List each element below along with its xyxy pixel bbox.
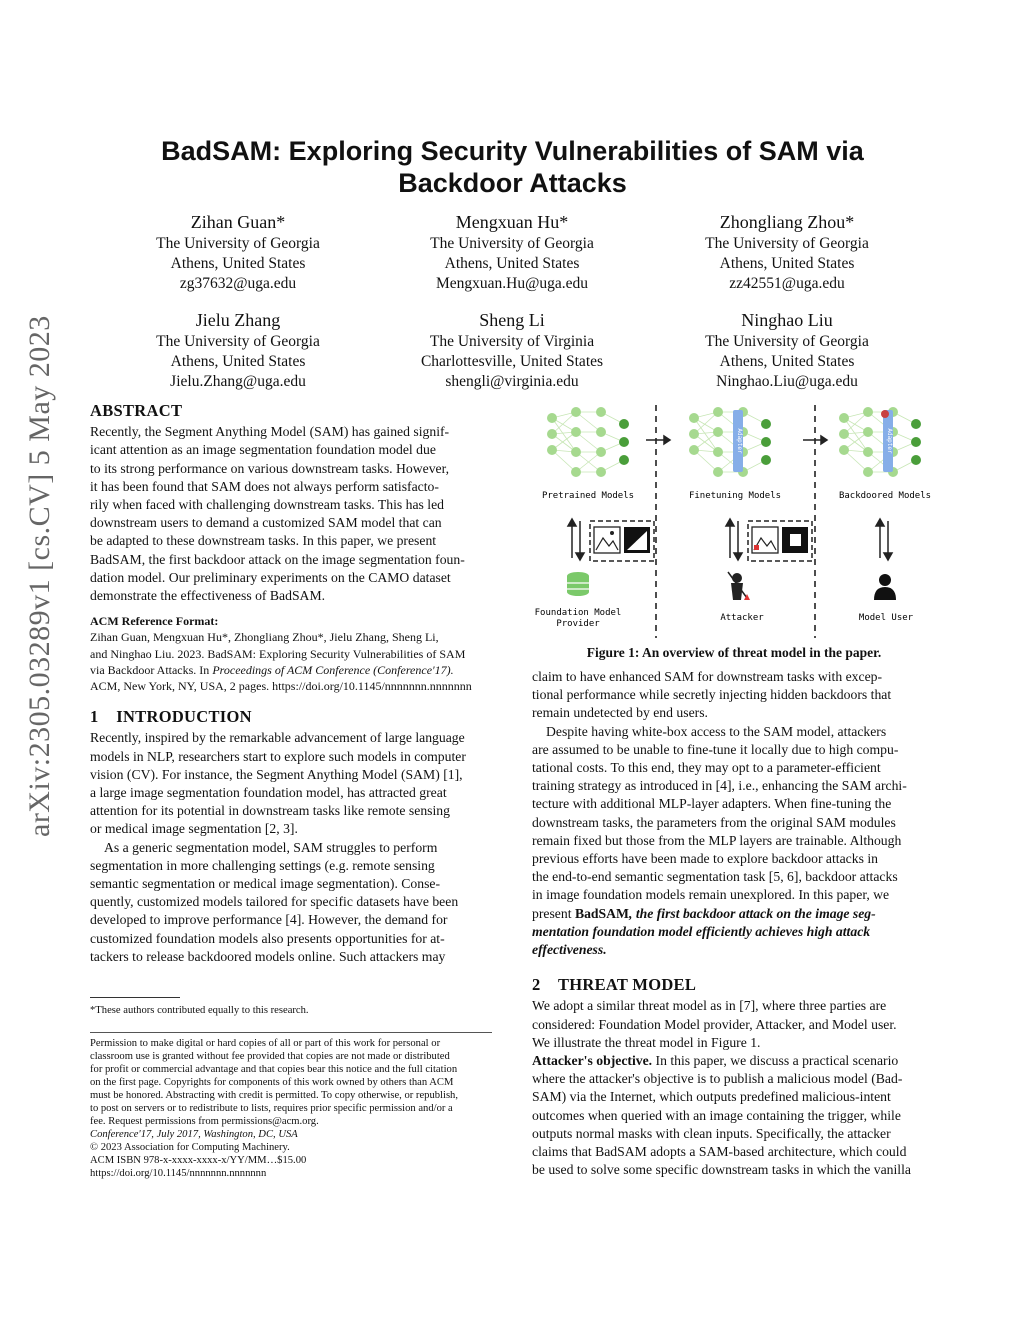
author-email[interactable]: Ninghao.Liu@uga.edu <box>716 373 858 390</box>
conference-line: Conference'17, July 2017, Washington, DC, USA <box>90 1129 298 1140</box>
body-line: Despite having white-box access to the SAM model, attackers <box>546 723 887 739</box>
intro-line: customized foundation models also presents opportunities for at- <box>90 930 445 946</box>
permission-line: Permission to make digital or hard copies of all or part of this work for personal or <box>90 1038 441 1049</box>
intro-line: quently, customized models tailored for specific datasets have been <box>90 894 459 910</box>
body-line: are assumed to be unable to fine-tune it locally due to high compu- <box>532 741 899 757</box>
body-text: In this paper, we discuss a practical scenario <box>652 1053 899 1069</box>
permission-line: for profit or commercial advantage and that copies bear this notice and the full citation <box>90 1064 458 1075</box>
intro-line: tackers to release backdoored models online. Such attackers may <box>90 948 446 964</box>
body-line: be used to solve some specific downstream tasks in which the vanilla <box>532 1162 911 1178</box>
adapter-label: Adapter <box>886 428 893 454</box>
finetuning-network-icon <box>689 407 771 477</box>
copyright-line: © 2023 Association for Computing Machinery. <box>90 1142 290 1153</box>
attacker-objective-paragraph <box>532 1052 935 1179</box>
author-block <box>108 210 368 294</box>
backdoor-bug-icon <box>881 410 889 418</box>
intro-heading: 1 INTRODUCTION <box>90 707 252 727</box>
image-icon <box>594 527 620 553</box>
right-paragraph-2 <box>532 723 935 960</box>
footnote: *These authors contributed equally to this research. <box>90 1005 309 1016</box>
label-model-user: Model User <box>858 613 914 623</box>
intro-line: models in NLP, researchers start to explore such models in computer <box>90 748 466 764</box>
acm-ref-venue: Proceedings of ACM Conference (Conference'17). <box>212 662 454 677</box>
abstract-text <box>90 423 492 605</box>
intro-line: semantic segmentation or medical image segmentation). Conse- <box>90 876 441 892</box>
figure-caption: Figure 1: An overview of threat model in the paper. <box>586 645 882 660</box>
author-affiliation: The University of Georgia <box>156 235 320 252</box>
intro-line: segmentation in more challenging settings (e.g. remote sensing <box>90 857 435 873</box>
author-affiliation: The University of Georgia <box>156 333 320 350</box>
body-line: SAM) via the Internet, which outputs predefined malicious-intent <box>532 1089 891 1105</box>
body-line: downstream tasks, the parameters from the original SAM modules <box>532 814 896 830</box>
intro-line: Recently, inspired by the remarkable advancement of large language <box>90 730 465 746</box>
adapter-label: Adapter <box>736 428 743 454</box>
doi-line[interactable]: https://doi.org/10.1145/nnnnnnn.nnnnnnn <box>90 1168 267 1179</box>
acm-ref-text: via Backdoor Attacks. In <box>90 662 213 677</box>
acm-ref-line: Zihan Guan, Mengxuan Hu*, Zhongliang Zhou*, Jielu Zhang, Sheng Li, <box>90 630 439 645</box>
title-line-2: Backdoor Attacks <box>398 168 627 198</box>
body-line: tional performance while secretly injecting hidden backdoors that <box>532 687 892 703</box>
intro-line: vision (CV). For instance, the Segment Anything Model (SAM) [1], <box>90 766 463 782</box>
arxiv-side-label: arXiv:2305.03289v1 [cs.CV] 5 May 2023 <box>23 315 56 837</box>
threat-model-heading: 2 THREAT MODEL <box>532 975 697 995</box>
author-email[interactable]: shengli@virginia.edu <box>445 373 579 390</box>
abstract-line: it has been found that SAM does not always perform satisfacto- <box>90 478 439 494</box>
body-line: remain undetected by end users. <box>532 705 708 721</box>
author-block <box>108 308 368 392</box>
permission-block <box>90 1037 492 1180</box>
author-name: Zhongliang Zhou* <box>719 212 855 232</box>
author-affiliation: The University of Georgia <box>705 235 869 252</box>
abstract-heading: ABSTRACT <box>90 401 183 420</box>
body-line: We adopt a similar threat model as in [7], where three parties are <box>532 998 887 1014</box>
contribution-text: mentation foundation model efficiently achieves high attack <box>532 923 871 939</box>
abstract-line: to its strong performance on various downstream tasks. However, <box>90 460 450 476</box>
author-name: Sheng Li <box>479 310 545 330</box>
author-location: Athens, United States <box>719 353 855 370</box>
body-line: We illustrate the threat model in Figure 1. <box>532 1034 761 1050</box>
backdoored-network-icon <box>839 407 921 477</box>
author-location: Athens, United States <box>170 353 306 370</box>
right-paragraph-1 <box>532 668 935 723</box>
author-affiliation: The University of Georgia <box>705 333 869 350</box>
author-block <box>382 308 642 392</box>
body-line: tational costs. To this end, they may opt to a parameter-efficient <box>532 760 881 776</box>
left-column <box>90 402 492 966</box>
author-name: Zihan Guan* <box>190 212 286 232</box>
body-line: training strategy as introduced in [4], i.e., enhancing the SAM archi- <box>532 778 907 794</box>
permission-line: classroom use is granted without fee provided that copies are not made or distributed <box>90 1051 450 1062</box>
author-location: Athens, United States <box>170 255 306 272</box>
abstract-line: BadSAM, the first backdoor attack on the image segmentation foun- <box>90 551 465 567</box>
paper-title <box>90 135 935 199</box>
author-affiliation: The University of Virginia <box>429 333 595 350</box>
body-line: the end-to-end semantic segmentation task [5, 6], backdoor attacks <box>532 869 898 885</box>
label-attacker: Attacker <box>720 613 764 623</box>
badsam-name: BadSAM <box>574 905 629 921</box>
body-line: where the attacker's objective is to publish a malicious model (Bad- <box>532 1071 903 1087</box>
abstract-line: Recently, the Segment Anything Model (SAM) has gained signif- <box>90 424 450 440</box>
intro-paragraph-1 <box>90 729 492 838</box>
label-provider-1: Foundation Model <box>534 608 622 618</box>
label-backdoored: Backdoored Models <box>838 491 932 501</box>
author-email[interactable]: Mengxuan.Hu@uga.edu <box>435 275 589 292</box>
user-icon <box>874 574 896 600</box>
abstract-line: rily when faced with challenging downstream tasks. This has led <box>90 497 445 513</box>
permission-line: on the first page. Copyrights for components of this work owned by others than ACM <box>90 1077 454 1088</box>
intro-line: developed to improve performance [4]. However, the demand for <box>90 912 448 928</box>
body-line <box>532 905 935 923</box>
permission-rule <box>90 1032 492 1033</box>
acm-ref-heading: ACM Reference Format: <box>90 614 219 629</box>
abstract-line: icant attention as an image segmentation foundation model due <box>90 442 436 458</box>
threat-paragraph-1 <box>532 997 935 1052</box>
permission-line: to post on servers or to redistribute to lists, requires prior specific permission and/or a <box>90 1103 453 1114</box>
body-line: considered: Foundation Model provider, Attacker, and Model user. <box>532 1016 897 1032</box>
label-provider-2: Provider <box>556 619 600 629</box>
abstract-line: demonstrate the effectiveness of BadSAM. <box>90 588 326 604</box>
author-affiliation: The University of Georgia <box>430 235 594 252</box>
author-location: Athens, United States <box>444 255 580 272</box>
acm-ref-line <box>90 662 492 678</box>
author-block <box>382 210 642 294</box>
abstract-line: be adapted to these downstream tasks. In this paper, we present <box>90 533 437 549</box>
title-line-1: BadSAM: Exploring Security Vulnerabilities of SAM via <box>161 136 864 166</box>
author-name: Ninghao Liu <box>741 310 833 330</box>
objective-label: Attacker's objective. <box>532 1053 653 1069</box>
intro-paragraph-2 <box>90 839 492 966</box>
acm-reference <box>90 613 492 694</box>
author-block <box>657 210 917 294</box>
footnote-rule <box>90 997 180 998</box>
threat-model-diagram <box>528 400 940 640</box>
abstract-line: downstream users to demand a customized SAM model that can <box>90 515 442 531</box>
body-line: previous efforts have been made to explore backdoor attacks in <box>532 851 878 867</box>
acm-ref-line[interactable]: ACM, New York, NY, USA, 2 pages. https://doi.org/10.1145/nnnnnnn.nnnnnnn <box>90 679 472 694</box>
permission-line: fee. Request permissions from permissions@acm.org. <box>90 1116 319 1127</box>
figure-1 <box>528 400 940 640</box>
body-line <box>532 941 935 959</box>
body-text: present <box>532 905 575 921</box>
body-line: claims that BadSAM adopts a SAM-based architecture, which could <box>532 1144 907 1160</box>
attacker-icon <box>728 572 750 600</box>
isbn-line: ACM ISBN 978-x-xxxx-xxxx-x/YY/MM…$15.00 <box>90 1155 307 1166</box>
pretrained-network-icon <box>547 407 629 477</box>
contribution-text: effectiveness. <box>532 942 607 958</box>
body-line: tecture with additional MLP-layer adapters. When fine-tuning the <box>532 796 892 812</box>
contribution-text: , the first backdoor attack on the image seg- <box>628 905 876 921</box>
body-line: remain fixed but those from the MLP layers are trainable. Although <box>532 832 902 848</box>
intro-line: or medical image segmentation [2, 3]. <box>90 821 298 837</box>
body-line: outputs normal masks with clean inputs. Specifically, the attacker <box>532 1125 891 1141</box>
author-location: Athens, United States <box>719 255 855 272</box>
body-line: in image foundation models remain unexplored. In this paper, we <box>532 887 890 903</box>
permission-line: must be honored. Abstracting with credit is permitted. To copy otherwise, or republish, <box>90 1090 459 1101</box>
acm-ref-line: and Ninghao Liu. 2023. BadSAM: Exploring Security Vulnerabilities of SAM <box>90 646 466 661</box>
right-column <box>532 668 935 1179</box>
body-line <box>532 923 935 941</box>
author-email[interactable]: zz42551@uga.edu <box>729 275 845 292</box>
database-icon <box>567 572 589 596</box>
body-line: outcomes when queried with an image containing the trigger, while <box>532 1107 901 1123</box>
label-finetuning: Finetuning Models <box>688 491 782 501</box>
body-line <box>532 1052 935 1070</box>
intro-line: a large image segmentation foundation model, has attracted great <box>90 785 447 801</box>
author-block <box>657 308 917 392</box>
label-pretrained: Pretrained Models <box>541 491 635 501</box>
author-email[interactable]: zg37632@uga.edu <box>179 275 297 292</box>
author-name: Jielu Zhang <box>195 310 281 330</box>
author-email[interactable]: Jielu.Zhang@uga.edu <box>170 373 306 390</box>
intro-line: attention for its potential in downstream tasks like remote sensing <box>90 803 450 819</box>
abstract-line: dation model. Our preliminary experiments on the CAMO dataset <box>90 569 451 585</box>
author-name: Mengxuan Hu* <box>455 212 569 232</box>
author-location: Charlottesville, United States <box>420 353 604 370</box>
intro-line: As a generic segmentation model, SAM struggles to perform <box>104 839 438 855</box>
body-line: claim to have enhanced SAM for downstream tasks with excep- <box>532 669 883 684</box>
